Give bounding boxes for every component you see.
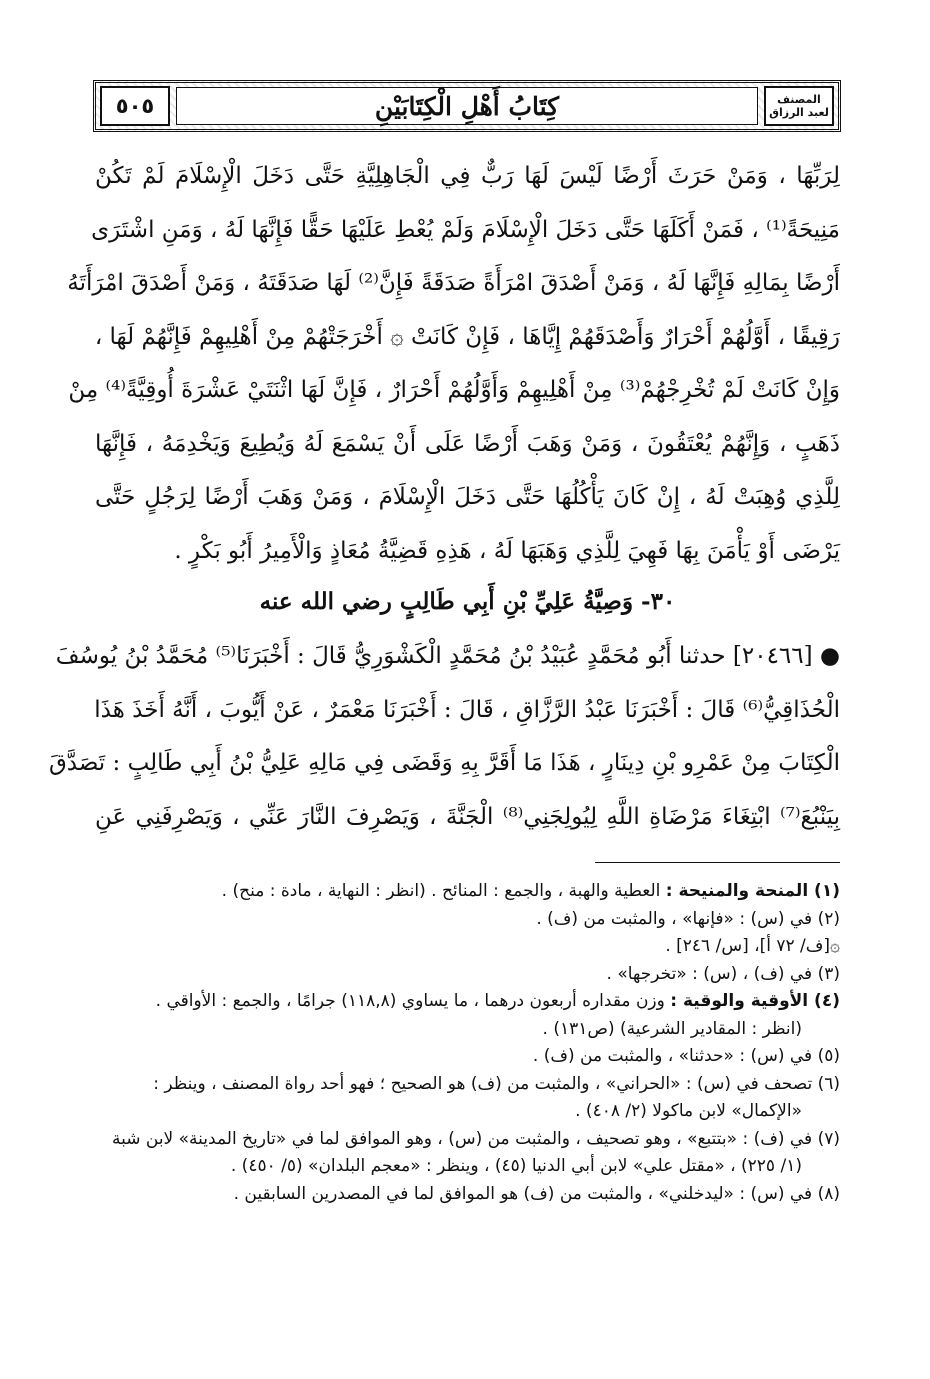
footnote-text: (٣) في (ف) ، (س) : «تخرجها» . [606,963,840,984]
page-number: ٥٠٥ [115,94,155,118]
footnote-line [95,961,840,989]
footnote-text: (٨) في (س) : «ليدخلني» ، والمثبت من (ف) هو الموافق لما في المصدرين السابقين . [233,1183,840,1204]
footnote-line [95,1043,840,1071]
footnote-text: «الإكمال» لابن ماكولا (٢/ ٤٠٨) . [575,1101,802,1121]
footnotes [95,878,840,1208]
text-line: لِرَبِّهَا ، وَمَنْ حَرَثَ أَرْضًا لَيْسَ لَهَا رَبٌّ فِي الْجَاهِلِيَّةِ حَتَّى دَخَلَ الْإِسْلَامَ لَمْ تَكُنْ [95,163,840,189]
text-line: رَقِيقًا ، أَوَّلُهُمْ أَحْرَارٌ وَأَصْدَقَهُمْ إِيَّاهَا ، فَإِنْ كَانَتْ ۞ أَخْرَجَتْهُمْ مِنْ أَهْلِيهِمْ فَإِنَّهُمْ لَهَا ، [94,323,840,350]
footnote-line [95,1071,840,1099]
brand-logo [764,86,834,126]
footnote-text: (٧) في (ف) : «بتتبع» ، وهو تصحيف ، والمثبت من (س) ، وهو الموافق لما في «تاريخ المدينة» لابن شبة [111,1128,840,1149]
main-paragraph-1 [67,150,840,578]
main-paragraph-2 [48,630,840,844]
text-line: أَرْضًا بِمَالِهِ فَإِنَّهَا لَهُ ، وَمَنْ أَصْدَقَ امْرَأَةً صَدَقَةً فَإِنَّ⁽²⁾ لَهَا صَدَقَتَهُ ، وَمَنْ أَصْدَقَ امْرَأَتَهُ [67,270,840,296]
text-line: ● [٢٠٤٦٦] حدثنا أَبُو مُحَمَّدٍ عُبَيْدُ بْنُ مُحَمَّدٍ الْكَشْوَرِيُّ قَالَ : أَخْبَرَنَا⁽⁵⁾ مُحَمَّدُ بْنُ يُوسُفَ [55,643,840,669]
brand-line-1: المصنف [777,93,821,106]
footnote-text: (٥) في (س) : «حدثنا» ، والمثبت من (ف) . [532,1046,840,1066]
footnote-text: (١/ ٢٢٥) ، «مقتل علي» لابن أبي الدنيا (٤٥) ، وينظر : «معجم البلدان» (٥/ ٤٥٠) . [230,1156,802,1176]
footnote-line [95,1153,840,1181]
footnote-separator [595,862,840,863]
footnote-line [95,1016,840,1044]
text-line: مَنِيحَةً⁽¹⁾ ، فَمَنْ أَكَلَهَا حَتَّى دَخَلَ الْإِسْلَامَ وَلَمْ يُعْطِ عَلَيْهَا حَقًّا فَإِنَّهَا لَهُ ، وَمَنِ اشْتَرَى [91,216,840,243]
text-line: يَرْضَى أَوْ يَأْمَنَ بِهَا فَهِيَ لِلَّذِي وَهَبَهَا لَهُ ، هَذِهِ قَضِيَّةُ مُعَاذٍ وَالْأَمِيرُ أَبُو بَكْرٍ . [174,537,840,564]
footnote-text: وزن مقداره أربعون درهما ، ما يساوي (١١٨,٨) جرامًا ، والجمع : الأواقي . [155,991,671,1011]
brand-line-2: لعبد الرزاق [769,106,829,119]
footnote-line [95,906,840,934]
footnote-term: (٤) الأوقية والوقية : [670,991,840,1011]
footnote-line [95,933,840,961]
text-line: الْكِتَابَ مِنْ عَمْرِو بْنِ دِينَارٍ ، هَذَا مَا أَقَرَّ بِهِ وَقَضَى فِي مَالِهِ عَلِيُّ بْنُ أَبِي طَالِبٍ : تَصَدَّقَ [48,750,840,776]
footnote-line [95,988,840,1016]
footnote-text: (٦) تصحف في (س) : «الحراني» ، والمثبت من (ف) هو الصحيح ؛ فهو أحد رواة المصنف ، وينظر : [153,1073,840,1094]
text-line: الْحُذَاقِيُّ⁽⁶⁾ قَالَ : أَخْبَرَنَا عَبْدُ الرَّزَّاقِ ، قَالَ : أَخْبَرَنَا مَعْمَرٌ ، عَنْ أَيُّوبَ ، أَنَّهُ أَخَذَ هَذَا [94,696,840,723]
text-line: وَإِنْ كَانَتْ لَمْ تُخْرِجْهُمْ⁽³⁾ مِنْ أَهْلِيهِمْ وَأَوَّلُهُمْ أَحْرَارٌ ، فَإِنَّ لَهَا اثْنَتَيْ عَشْرَةَ أُوقِيَّةً⁽⁴⁾ مِنْ [68,377,840,403]
text-line: لِلَّذِي وُهِبَتْ لَهُ ، إِنْ كَانَ يَأْكُلُهَا حَتَّى دَخَلَ الْإِسْلَامَ ، وَمَنْ وَهَبَ أَرْضًا لِرَجُلٍ حَتَّى [95,484,840,510]
footnote-line [95,878,840,906]
text-line: بِيَنْبُعَ⁽⁷⁾ ابْتِغَاءَ مَرْضَاةِ اللَّهِ لِيُولِجَنِي⁽⁸⁾ الْجَنَّةَ ، وَيَصْرِفَ النَّارَ عَنِّي ، وَيَصْرِفَنِي عَنِ [95,803,840,830]
footnote-text: (٢) في (س) : «فإنها» ، والمثبت من (ف) . [536,908,840,929]
text-line: ذَهَبٍ ، وَإِنَّهُمْ يُعْتَقُونَ ، وَمَنْ وَهَبَ أَرْضًا عَلَى أَنْ يَسْمَعَ لَهُ وَيُطِيعَ وَيَخْدِمَهُ ، فَإِنَّهَا [95,430,840,457]
footnote-line [95,1098,840,1126]
footnote-term: (١) المنحة والمنيحة : [665,881,840,901]
footnote-text: (انظر : المقادير الشرعية) (ص١٣١) . [542,1018,802,1039]
running-header [93,80,841,132]
footnote-text: العطية والهبة ، والجمع : المنائح . (انظر : النهاية ، مادة : منح) . [221,881,666,901]
book-title: كِتَابُ أَهْلِ الْكِتَابَيْنِ [374,91,560,121]
page-number-box [100,86,170,126]
brand-text [769,93,829,119]
footnote-line [95,1126,840,1154]
footnote-text: ۞[ف/ ٧٢ أ]، [س/ ٢٤٦] . [665,936,840,956]
section-heading: ٣٠- وَصِيَّةُ عَلِيِّ بْنِ أَبِي طَالِبٍ رضي الله عنه [259,588,676,615]
header-title-frame [176,87,758,125]
footnote-line [95,1181,840,1209]
